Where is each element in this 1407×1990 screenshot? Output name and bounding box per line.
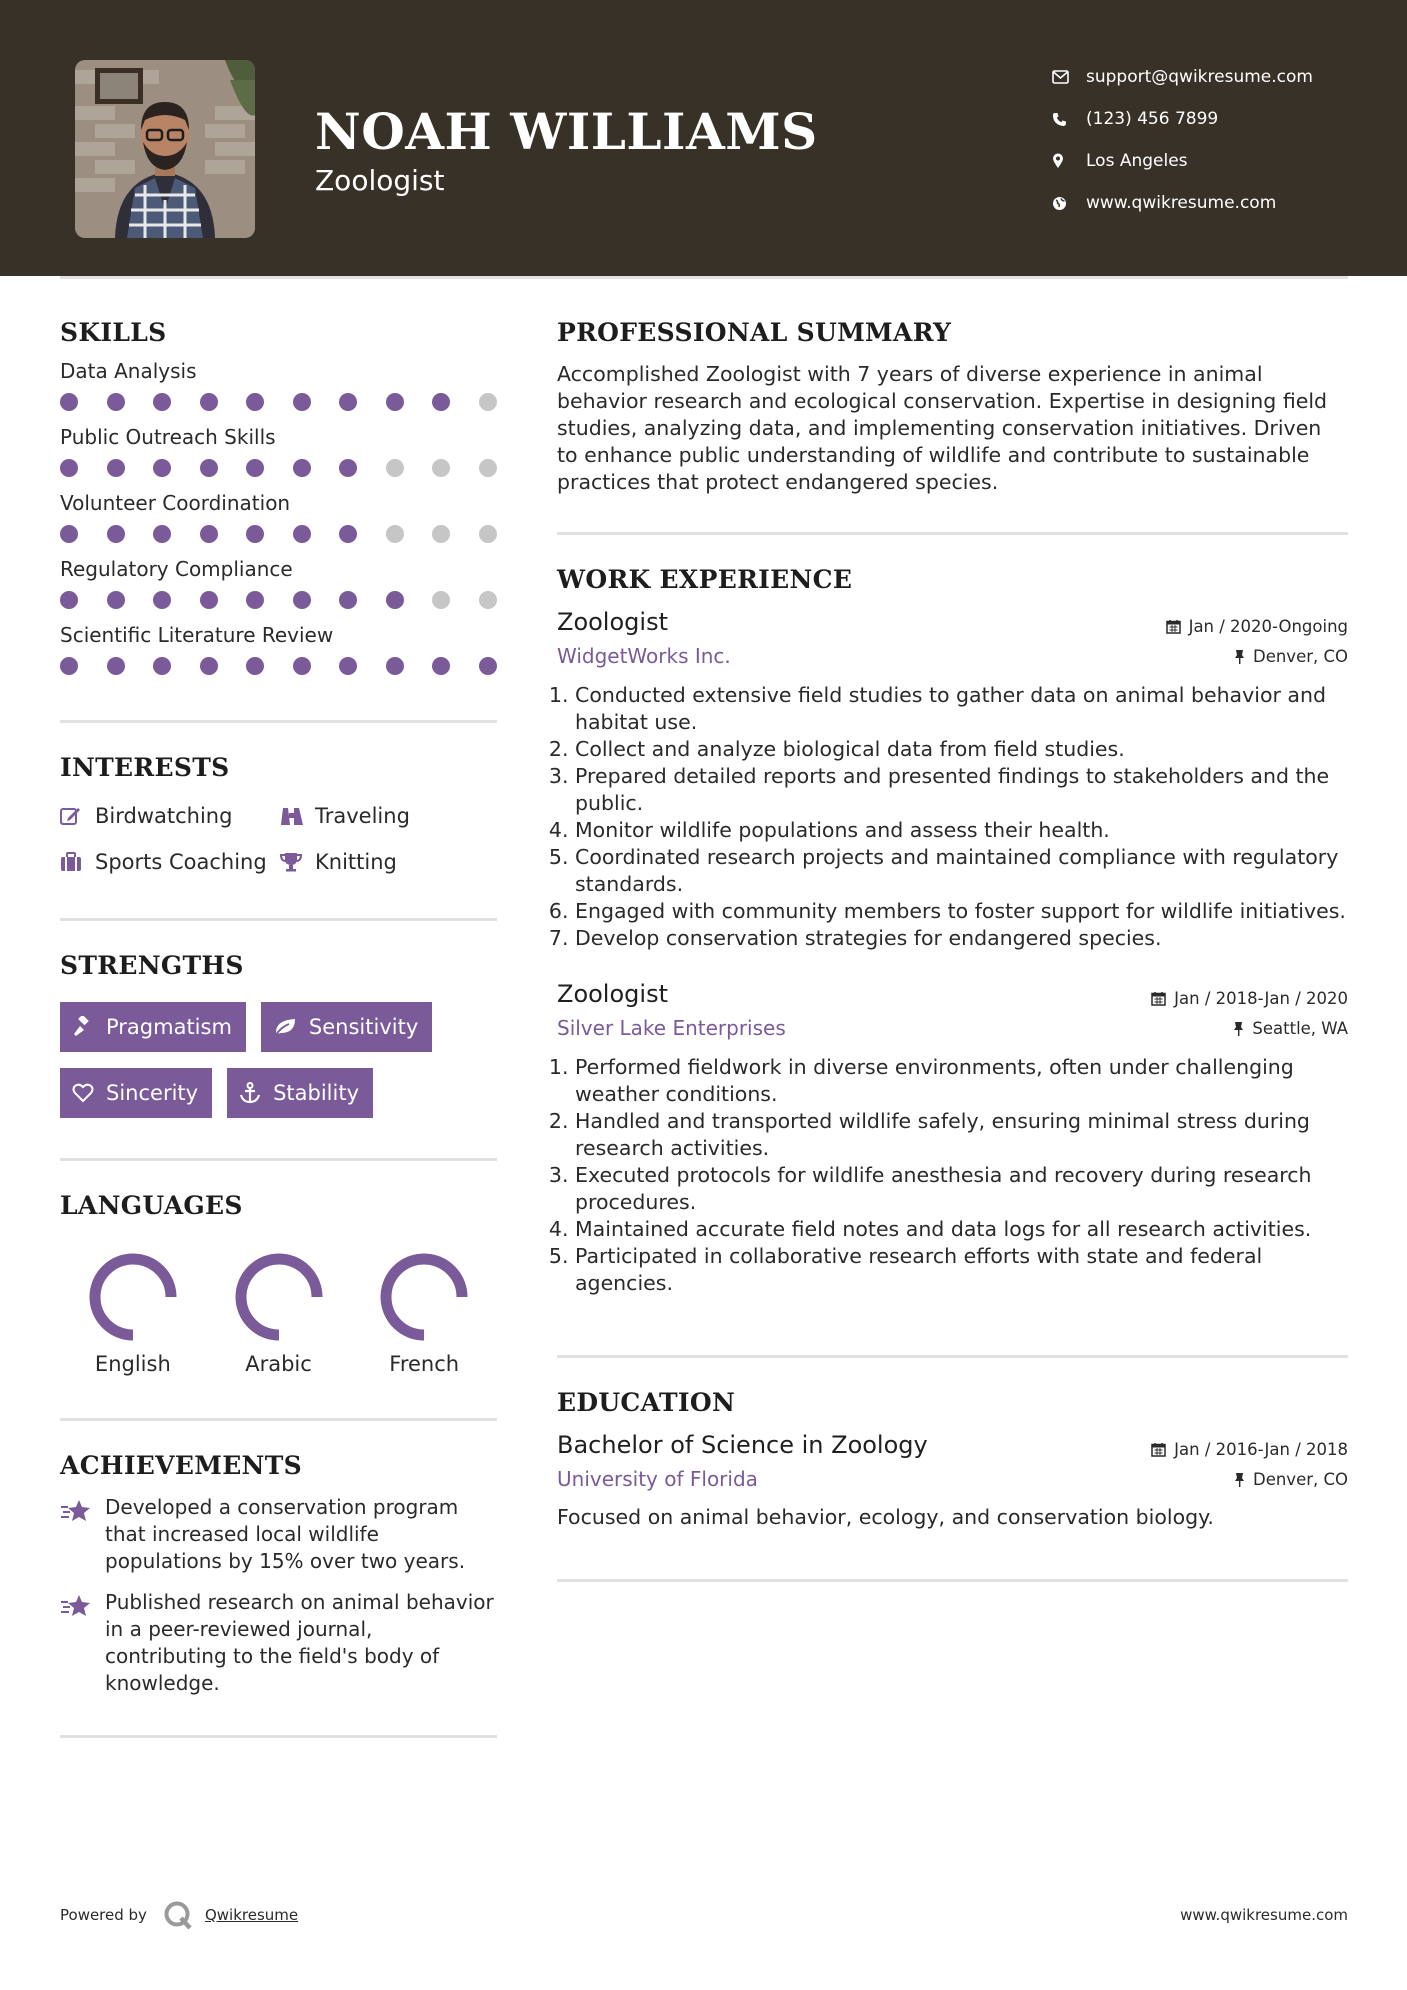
skill-dot — [386, 393, 404, 411]
contact-website[interactable] — [1052, 182, 1392, 224]
skill-rating — [60, 591, 497, 611]
skill-dot — [432, 657, 450, 675]
skill-dot — [60, 393, 78, 411]
pushpin-icon — [1233, 1021, 1244, 1036]
pushpin-icon — [1234, 649, 1245, 664]
section-divider — [557, 1355, 1348, 1358]
strength-label: Stability — [273, 1081, 360, 1105]
language-item — [60, 1252, 206, 1376]
job-duty: 1. Conducted extensive field studies to gather data on animal behavior and habitat use. — [575, 682, 1348, 736]
skill-rating — [60, 657, 497, 677]
strength-label: Sincerity — [106, 1081, 199, 1105]
skill-dot — [293, 591, 311, 609]
profile-photo — [75, 60, 255, 238]
language-item — [206, 1252, 352, 1376]
contact-email-text: support@qwikresume.com — [1086, 67, 1313, 87]
job-entry — [557, 980, 1348, 1297]
language-item — [351, 1252, 497, 1376]
job-duty: 6. Engaged with community members to foster support for wildlife initiatives. — [575, 898, 1348, 925]
skill-dot — [200, 393, 218, 411]
skill-dot — [339, 657, 357, 675]
skill-dot — [386, 591, 404, 609]
skill-dot — [246, 591, 264, 609]
job-duty: 1. Performed fieldwork in diverse environments, often under challenging weather conditions. — [575, 1054, 1348, 1108]
skill-dot — [153, 393, 171, 411]
strength-badge — [261, 1002, 432, 1052]
section-divider — [557, 532, 1348, 535]
skill-dot — [386, 525, 404, 543]
education-date-text: Jan / 2016-Jan / 2018 — [1174, 1440, 1348, 1459]
candidate-name: NOAH WILLIAMS — [315, 102, 818, 161]
shooting-star-icon — [60, 1494, 105, 1575]
pushpin-icon — [1234, 1472, 1245, 1487]
skill-dot — [200, 525, 218, 543]
header-divider — [60, 276, 1348, 279]
briefcase-icon — [60, 852, 95, 872]
calendar-icon — [1166, 619, 1181, 634]
skill-dot — [60, 657, 78, 675]
skill-dot — [246, 657, 264, 675]
heart-icon — [72, 1083, 94, 1103]
language-level-arc — [241, 1259, 317, 1335]
job-date — [1166, 617, 1348, 636]
education-location-text: Denver, CO — [1252, 1469, 1348, 1489]
strength-badge — [227, 1068, 373, 1118]
skill-dot — [107, 459, 125, 477]
job-date-text: Jan / 2018-Jan / 2020 — [1174, 989, 1348, 1008]
skills-section — [60, 318, 497, 677]
strength-badge — [60, 1068, 212, 1118]
job-duty: 2. Collect and analyze biological data from field studies. — [575, 736, 1348, 763]
skills-heading: SKILLS — [60, 318, 167, 347]
interest-label: Knitting — [315, 850, 397, 874]
interest-item — [60, 804, 280, 828]
skill-dot — [386, 459, 404, 477]
language-level-arc — [95, 1259, 171, 1335]
footer-powered-by — [60, 1900, 298, 1930]
skills-list — [60, 359, 497, 677]
languages-heading: LANGUAGES — [60, 1191, 243, 1220]
job-duties — [557, 682, 1348, 952]
skill-dot — [293, 657, 311, 675]
shooting-star-icon — [60, 1589, 105, 1697]
skill-name: Volunteer Coordination — [60, 491, 291, 515]
strengths-heading: STRENGTHS — [60, 951, 244, 980]
job-title: Zoologist — [557, 980, 668, 1008]
skill-dot — [246, 525, 264, 543]
skill-dot — [479, 393, 497, 411]
map-marker-icon — [1052, 153, 1086, 169]
achievements-section — [60, 1451, 497, 1697]
edit-icon — [60, 806, 95, 826]
qwikresume-link[interactable]: Qwikresume — [204, 1906, 299, 1924]
languages-list — [60, 1252, 497, 1376]
skill-dot — [60, 525, 78, 543]
company-name: Silver Lake Enterprises — [557, 1016, 786, 1040]
section-divider — [557, 1579, 1348, 1582]
school-name: University of Florida — [557, 1467, 758, 1491]
phone-icon — [1052, 112, 1086, 127]
job-location — [1234, 647, 1348, 666]
skill-dot — [153, 459, 171, 477]
binoculars-icon — [280, 806, 315, 826]
skill-dot — [432, 393, 450, 411]
languages-section — [60, 1191, 497, 1376]
job-date-text: Jan / 2020-Ongoing — [1188, 617, 1348, 636]
skill-dot — [339, 393, 357, 411]
strengths-section — [60, 951, 497, 1134]
skill-item — [60, 491, 497, 545]
interest-item — [280, 804, 480, 828]
skill-item — [60, 557, 497, 611]
language-level-ring — [379, 1252, 469, 1342]
contact-email[interactable] — [1052, 56, 1392, 98]
education-heading: EDUCATION — [557, 1388, 736, 1417]
skill-dot — [246, 393, 264, 411]
job-duty: 2. Handled and transported wildlife safely, ensuring minimal stress during research activities. — [575, 1108, 1348, 1162]
left-column — [60, 318, 497, 1738]
skill-dot — [107, 393, 125, 411]
achievements-heading: ACHIEVEMENTS — [60, 1451, 302, 1480]
language-level-ring — [234, 1252, 324, 1342]
contact-location — [1052, 140, 1392, 182]
right-column — [557, 318, 1348, 1582]
job-duty: 3. Executed protocols for wildlife anesthesia and recovery during research procedures. — [575, 1162, 1348, 1216]
skill-dot — [339, 459, 357, 477]
skill-dot — [153, 657, 171, 675]
skill-dot — [200, 459, 218, 477]
contact-website-text: www.qwikresume.com — [1086, 193, 1277, 213]
interest-label: Birdwatching — [95, 804, 233, 828]
interests-list — [60, 804, 497, 874]
achievement-item — [60, 1589, 497, 1697]
skill-dot — [293, 525, 311, 543]
calendar-icon — [1151, 991, 1166, 1006]
interest-item — [280, 850, 480, 874]
contact-list — [1052, 56, 1392, 224]
anchor-icon — [239, 1082, 261, 1104]
section-divider — [60, 720, 497, 723]
strength-label: Pragmatism — [106, 1015, 232, 1039]
skill-dot — [246, 459, 264, 477]
skill-rating — [60, 525, 497, 545]
strength-label: Sensitivity — [308, 1015, 419, 1039]
job-duty: 7. Develop conservation strategies for endangered species. — [575, 925, 1348, 952]
contact-phone-text: (123) 456 7899 — [1086, 109, 1219, 129]
education-section — [557, 1388, 1348, 1529]
experience-section — [557, 565, 1348, 1297]
job-location — [1233, 1019, 1348, 1038]
skill-dot — [107, 657, 125, 675]
job-title: Zoologist — [557, 608, 668, 636]
education-date — [1151, 1440, 1348, 1459]
job-duty: 3. Prepared detailed reports and presented findings to stakeholders and the public. — [575, 763, 1348, 817]
interest-item — [60, 850, 280, 874]
skill-dot — [479, 459, 497, 477]
contact-phone[interactable] — [1052, 98, 1392, 140]
language-name: Arabic — [245, 1352, 312, 1376]
job-duty: 5. Coordinated research projects and maintained compliance with regulatory standards. — [575, 844, 1348, 898]
skill-dot — [107, 525, 125, 543]
skill-dot — [107, 591, 125, 609]
skill-dot — [60, 459, 78, 477]
job-duty: 5. Participated in collaborative research efforts with state and federal agencies. — [575, 1243, 1348, 1297]
qwikresume-logo-icon — [163, 1900, 193, 1930]
summary-heading: PROFESSIONAL SUMMARY — [557, 318, 952, 347]
globe-icon — [1052, 196, 1086, 211]
language-level-arc — [386, 1259, 462, 1335]
summary-text: Accomplished Zoologist with 7 years of diverse experience in animal behavior research and ecological conservation. Expertise in designing field studies, analyzing data, and implementing conservation initiatives. Driven to enhance public understanding of wildlife and contribute to sustainable practices that protect endangered species. — [557, 362, 1328, 494]
section-divider — [60, 1735, 497, 1738]
skill-item — [60, 623, 497, 677]
interest-label: Sports Coaching — [95, 850, 267, 874]
job-date — [1151, 989, 1348, 1008]
degree-title: Bachelor of Science in Zoology — [557, 1431, 928, 1459]
section-divider — [60, 1418, 497, 1421]
skill-rating — [60, 393, 497, 413]
skill-dot — [293, 393, 311, 411]
achievement-text: Published research on animal behavior in a peer-reviewed journal, contributing to the field's body of knowledge. — [105, 1590, 494, 1695]
skill-dot — [386, 657, 404, 675]
powered-by-label: Powered by — [60, 1906, 147, 1924]
skill-name: Public Outreach Skills — [60, 425, 276, 449]
job-location-text: Seattle, WA — [1252, 1018, 1348, 1038]
job-duties — [557, 1054, 1348, 1297]
skill-name: Data Analysis — [60, 359, 197, 383]
gavel-icon — [72, 1016, 94, 1038]
skill-dot — [153, 525, 171, 543]
skill-item — [60, 359, 497, 413]
skill-dot — [479, 591, 497, 609]
education-description: Focused on animal behavior, ecology, and conservation biology. — [557, 1505, 1214, 1529]
resume-header — [0, 0, 1407, 276]
skill-dot — [432, 525, 450, 543]
skill-dot — [200, 657, 218, 675]
interests-heading: INTERESTS — [60, 753, 230, 782]
interests-section — [60, 753, 497, 874]
contact-location-text: Los Angeles — [1086, 151, 1188, 171]
language-level-ring — [88, 1252, 178, 1342]
skill-dot — [60, 591, 78, 609]
skill-dot — [293, 459, 311, 477]
interest-label: Traveling — [315, 804, 410, 828]
footer-url[interactable]: www.qwikresume.com — [1180, 1906, 1348, 1924]
job-location-text: Denver, CO — [1252, 646, 1348, 666]
skill-rating — [60, 459, 497, 479]
candidate-title: Zoologist — [315, 164, 445, 197]
job-duty: 4. Maintained accurate field notes and data logs for all research activities. — [575, 1216, 1348, 1243]
skill-dot — [432, 591, 450, 609]
section-divider — [60, 918, 497, 921]
skill-dot — [153, 591, 171, 609]
trophy-icon — [280, 852, 315, 872]
job-duty: 4. Monitor wildlife populations and assess their health. — [575, 817, 1348, 844]
achievement-item — [60, 1494, 497, 1575]
strengths-list — [60, 1002, 497, 1134]
company-name: WidgetWorks Inc. — [557, 644, 731, 668]
skill-name: Scientific Literature Review — [60, 623, 334, 647]
envelope-icon — [1052, 70, 1086, 84]
skill-name: Regulatory Compliance — [60, 557, 293, 581]
language-name: French — [389, 1352, 460, 1376]
skill-dot — [200, 591, 218, 609]
skill-dot — [339, 591, 357, 609]
skill-dot — [339, 525, 357, 543]
skill-item — [60, 425, 497, 479]
experience-heading: WORK EXPERIENCE — [557, 565, 853, 594]
leaf-icon — [273, 1017, 297, 1037]
skill-dot — [479, 525, 497, 543]
section-divider — [60, 1158, 497, 1161]
summary-section — [557, 318, 1348, 496]
achievement-text: Developed a conservation program that increased local wildlife populations by 15% over two years. — [105, 1495, 466, 1573]
strength-badge — [60, 1002, 246, 1052]
skill-dot — [479, 657, 497, 675]
skill-dot — [432, 459, 450, 477]
education-location — [1234, 1470, 1348, 1489]
language-name: English — [94, 1352, 171, 1376]
job-entry — [557, 608, 1348, 952]
calendar-icon — [1151, 1442, 1166, 1457]
